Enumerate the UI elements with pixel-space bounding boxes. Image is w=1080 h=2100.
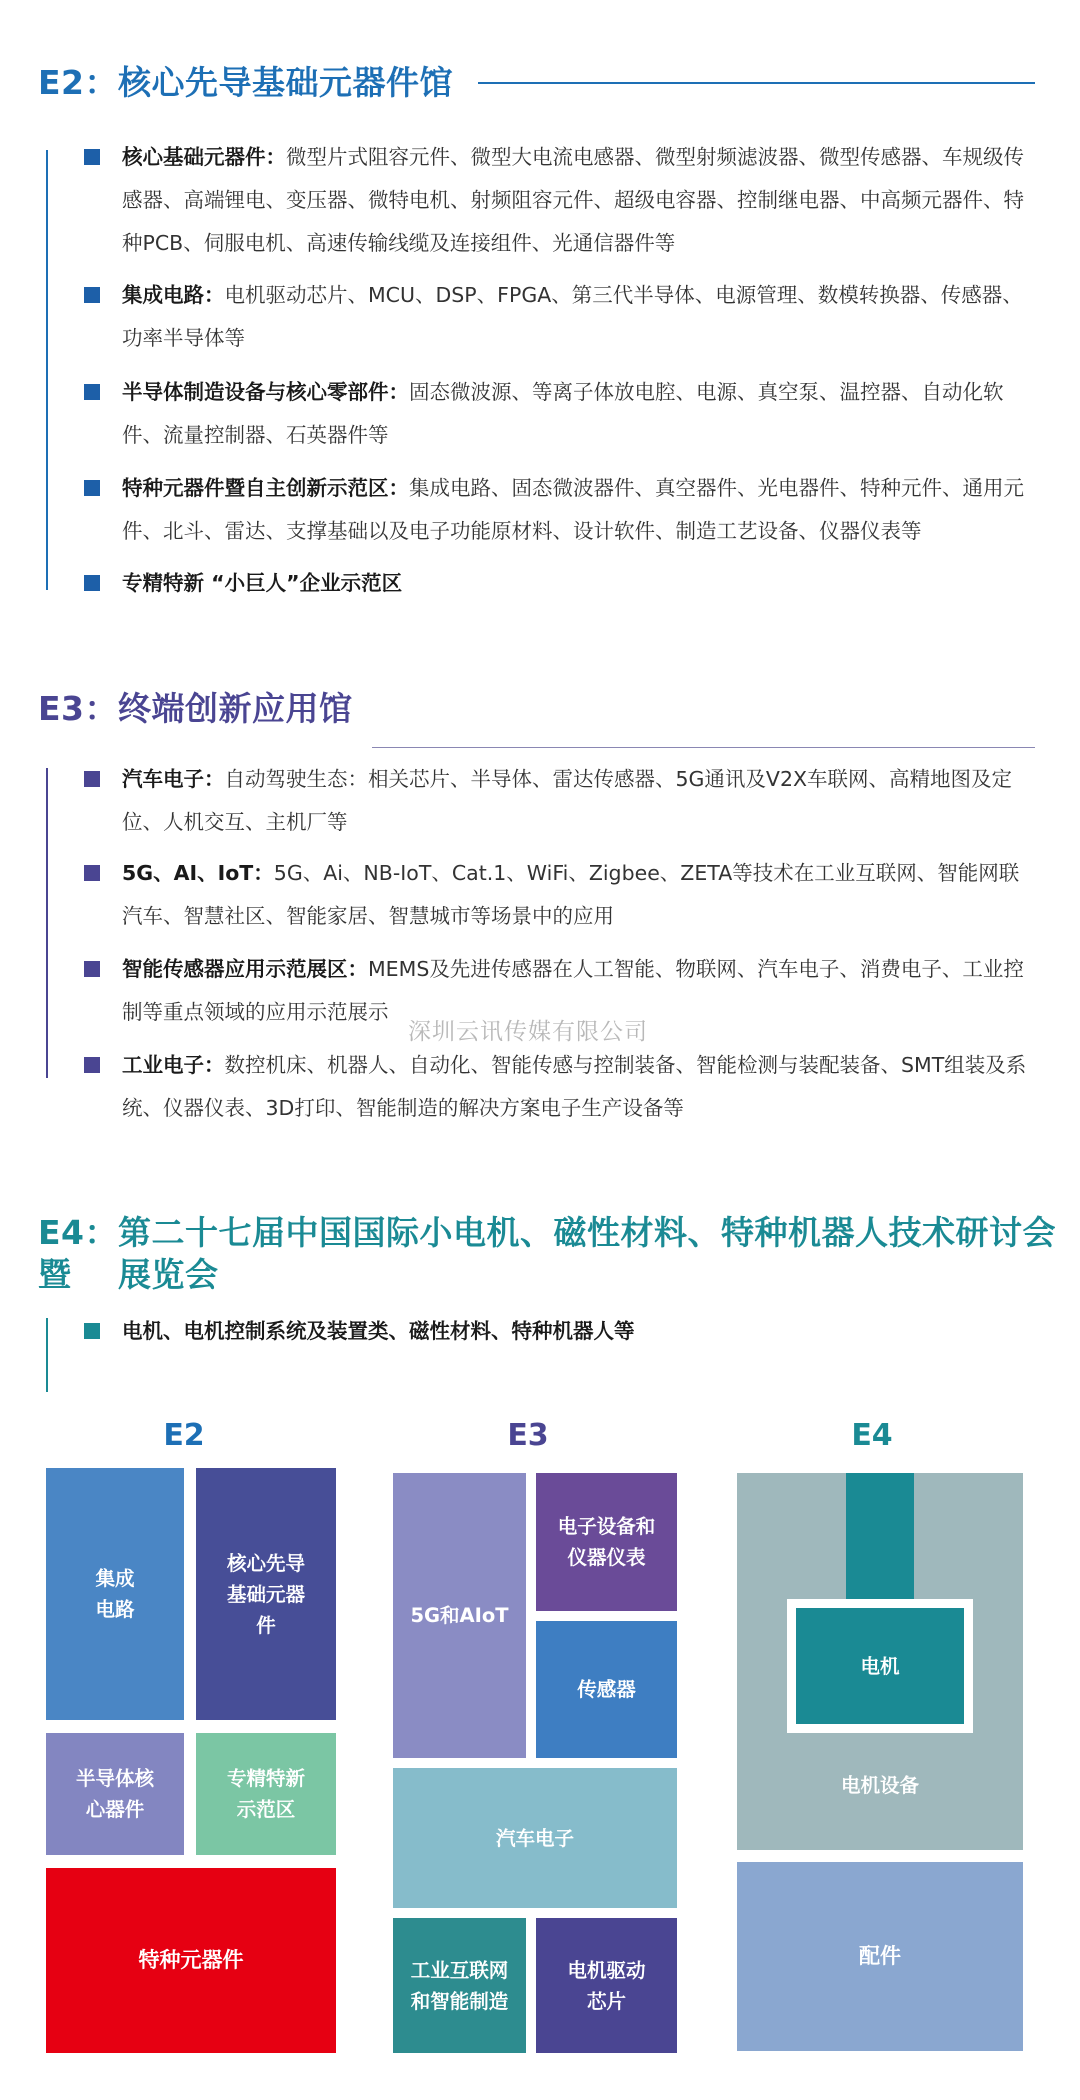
plan-e2-title: E2 <box>163 1418 205 1453</box>
e3-item: 工业电子：数控机床、机器人、自动化、智能传感与控制装备、智能检测与装配装备、SMT组装及系统、仪器仪表、3D打印、智能制造的解决方案电子生产设备等 <box>84 1044 1032 1130</box>
plan-e3-equipment-block: 电子设备和 仪器仪表 <box>536 1473 677 1611</box>
plan-e2-ic-block: 集成 电路 <box>46 1468 184 1720</box>
plan-e2-specialized-block: 专精特新 示范区 <box>196 1733 336 1855</box>
e2-item: 集成电路：电机驱动芯片、MCU、DSP、FPGA、第三代半导体、电源管理、数模转换器、传感器、功率半导体等 <box>84 274 1032 360</box>
plan-e3-title: E3 <box>507 1418 549 1453</box>
e2-item: 半导体制造设备与核心零部件：固态微波源、等离子体放电腔、电源、真空泵、温控器、自动化软件、流量控制器、石英器件等 <box>84 371 1032 457</box>
e2-item: 核心基础元器件：微型片式阻容元件、微型大电流电感器、微型射频滤波器、微型传感器、车规级传感器、高端锂电、变压器、微特电机、射频阻容元件、超级电容器、控制继电器、中高频元器件、特种PCB、伺服电机、高速传输线缆及连接组件、光通信器件等 <box>84 136 1032 265</box>
e2-left-bar <box>46 150 48 590</box>
plan-e4-accessories-block: 配件 <box>737 1862 1023 2051</box>
plan-e2-special-components-block: 特种元器件 <box>46 1868 336 2053</box>
square-bullet-icon <box>84 1323 100 1339</box>
square-bullet-icon <box>84 480 100 496</box>
e3-title-rule <box>372 747 1035 748</box>
e2-item: 专精特新 “小巨人”企业示范区 <box>84 562 1032 605</box>
e4-section-title-line2: 展览会 <box>118 1255 219 1294</box>
plan-e3-motor-driver-block: 电机驱动 芯片 <box>536 1918 677 2053</box>
plan-e3-industrial-internet-block: 工业互联网 和智能制造 <box>393 1918 526 2053</box>
square-bullet-icon <box>84 287 100 303</box>
watermark-text: 深圳云讯传媒有限公司 <box>408 1019 648 1045</box>
plan-e4-title: E4 <box>851 1418 893 1453</box>
square-bullet-icon <box>84 865 100 881</box>
e3-item: 5G、AI、IoT：5G、Ai、NB-IoT、Cat.1、WiFi、Zigbee、ZETA等技术在工业互联网、智能网联汽车、智慧社区、智能家居、智慧城市等场景中的应用 <box>84 852 1032 938</box>
e3-item: 智能传感器应用示范展区：MEMS及先进传感器在人工智能、物联网、汽车电子、消费电子、工业控制等重点领域的应用示范展示 <box>84 948 1032 1034</box>
square-bullet-icon <box>84 575 100 591</box>
e3-section-title: E3：终端创新应用馆 <box>38 689 353 728</box>
square-bullet-icon <box>84 961 100 977</box>
e4-left-bar <box>46 1318 48 1392</box>
plan-e4-motor-equipment-label: 电机设备 <box>840 1773 919 1797</box>
plan-e3-auto-electronics-block: 汽车电子 <box>393 1768 677 1908</box>
square-bullet-icon <box>84 384 100 400</box>
e4-item: 电机、电机控制系统及装置类、磁性材料、特种机器人等 <box>84 1310 1032 1353</box>
plan-e2-semiconductor-block: 半导体核 心器件 <box>46 1733 184 1855</box>
e2-title-rule <box>478 82 1035 84</box>
plan-e3-sensor-block: 传感器 <box>536 1621 677 1758</box>
plan-e4-motor-block: 电机 <box>796 1608 964 1724</box>
e3-item: 汽车电子：自动驾驶生态：相关芯片、半导体、雷达传感器、5G通讯及V2X车联网、高精地图及定位、人机交互、主机厂等 <box>84 758 1032 844</box>
square-bullet-icon <box>84 149 100 165</box>
e2-item: 特种元器件暨自主创新示范区：集成电路、固态微波器件、真空器件、光电器件、特种元件、通用元件、北斗、雷达、支撑基础以及电子功能原材料、设计软件、制造工艺设备、仪器仪表等 <box>84 467 1032 553</box>
square-bullet-icon <box>84 1057 100 1073</box>
square-bullet-icon <box>84 771 100 787</box>
e2-section-title: E2：核心先导基础元器件馆 <box>38 63 454 102</box>
plan-e2-core-block: 核心先导 基础元器 件 <box>196 1468 336 1720</box>
e3-left-bar <box>46 768 48 1078</box>
e4-section-title: E4：第二十七届中国国际小电机、磁性材料、特种机器人技术研讨会暨 <box>38 1213 1057 1294</box>
plan-e3-5g-aiot-block: 5G和AIoT <box>393 1473 526 1758</box>
